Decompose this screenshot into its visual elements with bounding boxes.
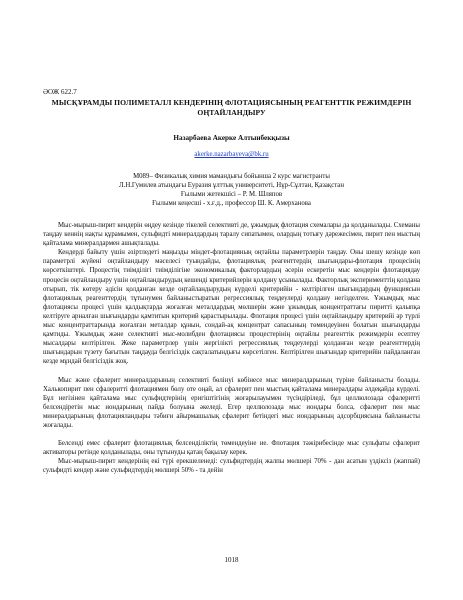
udc-code: ӘОЖ 622.7	[43, 88, 77, 96]
body-paragraph-2: Кендерді байыту үшін әзіртледеті маңызды міндет-флотацияның оңтайлы параметрлерін таңдау. Оны шешу кезінде көп параметрлі жүйені оңтайландыру мәселесі туындайды, флотациялық реагенттердің шығындары-флотация процесінің көрсеткіштері. Процестің тиімділігі тиімділігіне экономикалық факторлардың әсерін ескеретін мыс кендерін флотациядау процесін оңтайландыру үшін оңтайландырудың кешенді критерийлерін қолдану ұсынылады. Факторлық эксперименттің қолдана отырып, тік көтеру әдісін қолданған кезде оңтайландырудың күрделі критерийін - келтірілген шығындардың функциясын флотациялық реагенттердің тұтынумен байланыстыратын регрессиялық теңдеулерді қолдану негізделген. Ұжымдық мыс флотациясы процесі үшін қалдықтарда жоғалған металдардың мөлшерін және ұжымдық концентраттағы пиритті қалыпқа келтіруге арналған шығындарды қамтитын критерий қарастырылады. Флотация процесі үшін оңтайландыру критерийі әр түрлі мыс концентраттарында жоғалған металдар құнын, сондай-ақ концентрат сапасының төмендеуінен болатын шығындарды қамтиды. Ұжымдық және селективті мыс-молибден флотациясы процестерінің оңтайлы реагенттік режимдерін есептеу мысалдары келтірілген. Жеке параметрлер үшін жергілікті регрессиялық теңдеулерді қолданған кезде реагенттердің шығындарын түзету бағытын таңдауда белгісіздік сақталатындығы көрсетілген. Келтірілген шығындар критерийін пайдаланған кезде мұндай белгісіздік жоқ.	[43, 249, 420, 366]
body-paragraph-1: Мыс-мырыш-пирит кендерін өңдеу кезінде тікелей селективті де, ұжымдық флотация схемалары да қолданылады. Схеманы таңдау кеннің нақты құрамымен, сульфидті минералдардың таралу сипатымен, олардың тотығу дәрежесімен, пирит пен мыстың қайталама минералдармен ашықталады.	[43, 222, 420, 248]
body-paragraph-5: Мыс-мырыш-пирит кендерінің екі түрі ерекшеленеді: сульфидтердің жалпы мөлшері 70% - дан асатын үздіксіз (жаппай) сульфидті кендер және сульфидтердің мөлшері 50% - та дейін	[43, 458, 420, 475]
author-affiliation-program: М089– Физикалық химия мамандығы бойынша 2 курс магистранты	[133, 173, 330, 180]
author-email-link[interactable]: akerke.nazarbayeva@bk.ru	[194, 151, 269, 158]
paper-title: МЫСҚҰРАМДЫ ПОЛИМЕТАЛЛ КЕНДЕРІНІҢ ФЛОТАЦИЯСЫНЫҢ РЕАГЕНТТІК РЕЖИМДЕРІН ОҢТАЙЛАНДЫРУ	[51, 98, 412, 117]
page-number: 1018	[224, 556, 239, 564]
scientific-supervisor: Ғылыми жетекшісі – Р. М. Шляпов	[180, 191, 283, 198]
body-paragraph-4: Белсенді емес сфалерит флотациялық белсенділіктің төмендеуіне ие. Флотация тәжірибесінде мыс сульфаты сфалерит активаторы ретінде қолданылады, оны тұтынуды қатаң бақылау керек.	[43, 440, 420, 457]
body-paragraph-3: Мыс және сфалерит минералдарының селективті бөлінуі көбінесе мыс минералдарының түріне байланысты болады. Халькопирит пен сфалеритті флотациямен бөлу оте оңай, ал сфалерит пен мыстың қайталама минералдары әлдеқайда күрделі. Бұл негізінен қайталама мыс сульфидтерінің еригіштігінің жоғарылауымен түсіндіріледі, бұл целлюлозада сфалеритті белсендіретін мыс иондарының пайда болуына әкеледі. Егер целлюлозада мыс иондары болса, сфалерит пен мыс минералдарының флотацияландыры тәбиғи айырмашылық сфалерит бетіндегі мыс иондарының адсорбциясына байланысты жоғалады.	[43, 376, 420, 429]
scientific-consultant: Ғылыми кеңесші - х.ғ.д., профессор Ш. К. Амерханова	[152, 200, 311, 207]
author-affiliation-university: Л.Н.Гумилев атындағы Еуразия ұлттық университеті, Нұр-Сұлтан, Қазақстан	[119, 182, 344, 189]
author-name: Назарбаева Акерке Алтынбекқызы	[173, 134, 290, 142]
